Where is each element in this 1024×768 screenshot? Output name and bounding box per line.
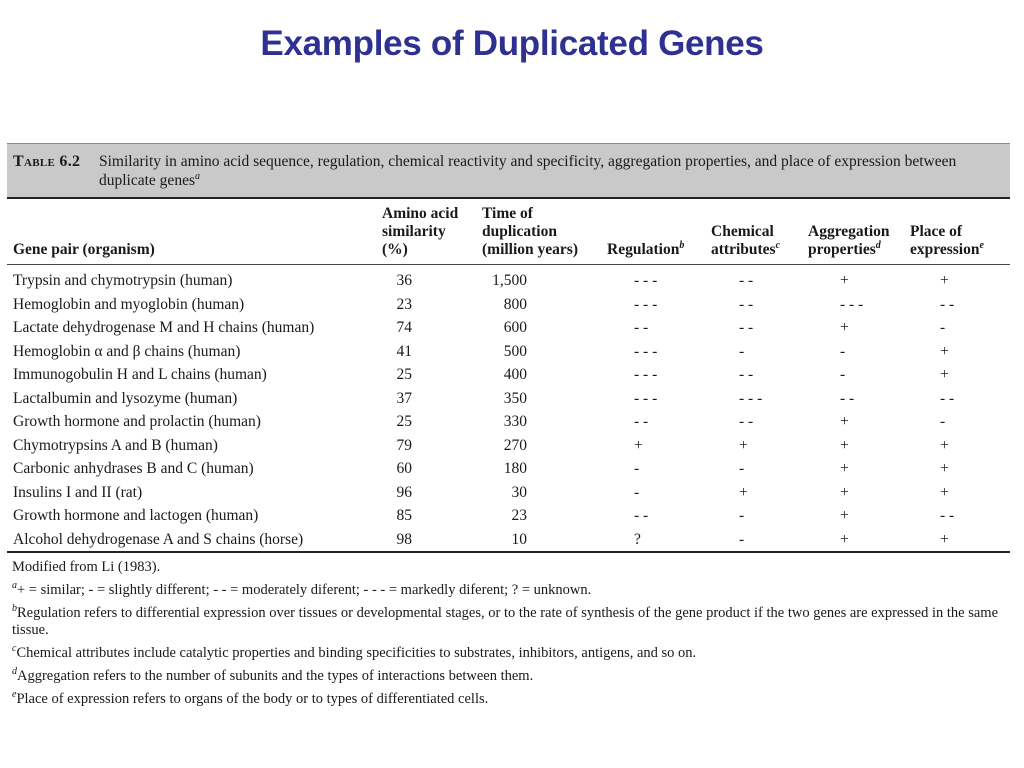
cell-place: - - xyxy=(940,389,955,407)
cell-regulation: - xyxy=(634,460,640,477)
header-row xyxy=(7,199,1010,264)
table-row xyxy=(7,340,1010,364)
cell-gene-pair: Alcohol dehydrogenase A and S chains (horse) xyxy=(13,530,304,548)
footnote-a: $^a$+ = similar; - = slightly different; - - = moderately diferent; - - - = markedly diferent; ? = unknown. xyxy=(12,580,592,598)
cell-chemical: - xyxy=(739,530,745,548)
table-row xyxy=(7,457,1010,481)
cell-chemical: - xyxy=(739,460,745,477)
caption-body: Similarity in amino acid sequence, regulation, chemical reactivity and specificity, aggregation properties, and place of expression between duplicate genes xyxy=(99,153,957,189)
header-time-of-duplication: Time of duplication (million years) xyxy=(482,205,578,258)
footnote-b: $^b$Regulation refers to differential expression over tissues or developmental stages, or to the rate of synthesis of the gene product if the two genes are expressed in the same tissue. xyxy=(12,603,999,638)
table-row xyxy=(7,481,1010,505)
cell-aggregation: - - - xyxy=(840,295,864,313)
footnote-e: $^e$Place of expression refers to organs of the body or to types of differentiated cells. xyxy=(12,689,489,707)
cell-chemical: - - xyxy=(739,272,754,289)
footnote-c: $^c$Chemical attributes include catalytic properties and binding specificities to substrates, inhibitors, antigens, and so on. xyxy=(12,643,697,661)
cell-similarity: 79 xyxy=(396,436,412,454)
cell-similarity: 25 xyxy=(396,366,412,383)
gene-table xyxy=(7,199,1010,551)
cell-time: 330 xyxy=(503,413,527,430)
cell-gene-pair: Insulins I and II (rat) xyxy=(13,483,143,501)
cell-gene-pair: Chymotrypsins A and B (human) xyxy=(13,436,218,454)
table-row xyxy=(7,265,1010,293)
cell-time: 350 xyxy=(503,389,527,407)
table-row xyxy=(7,316,1010,340)
table-body xyxy=(7,265,1010,551)
cell-chemical: + xyxy=(739,483,748,501)
cell-similarity: 74 xyxy=(396,319,412,336)
cell-place: + xyxy=(940,342,949,360)
cell-regulation: - - xyxy=(634,507,649,524)
cell-similarity: 23 xyxy=(396,295,412,313)
table-row xyxy=(7,363,1010,387)
cell-place: + xyxy=(940,272,949,289)
cell-aggregation: + xyxy=(840,530,849,548)
cell-gene-pair: Trypsin and chymotrypsin (human) xyxy=(13,272,233,289)
caption-text xyxy=(99,152,979,190)
cell-place: + xyxy=(940,483,949,501)
header-chemical-attributes: Chemical attributes$^c$ xyxy=(711,223,781,258)
cell-time: 500 xyxy=(503,342,527,360)
cell-gene-pair: Lactate dehydrogenase M and H chains (human) xyxy=(13,319,315,336)
cell-chemical: - - xyxy=(739,295,754,313)
cell-time: 600 xyxy=(503,319,527,336)
cell-similarity: 37 xyxy=(396,389,412,407)
table-row xyxy=(7,528,1010,552)
cell-aggregation: - xyxy=(840,366,846,383)
cell-regulation: - - - xyxy=(634,366,658,383)
cell-gene-pair: Immunogobulin H and L chains (human) xyxy=(13,366,267,383)
cell-time: 30 xyxy=(511,483,527,501)
cell-regulation: - - - xyxy=(634,272,658,289)
cell-aggregation: - - xyxy=(840,389,855,407)
cell-gene-pair: Growth hormone and prolactin (human) xyxy=(13,413,261,430)
cell-aggregation: + xyxy=(840,413,849,430)
table-label: Table 6.2 xyxy=(13,153,81,170)
cell-place: - - xyxy=(940,295,955,313)
cell-gene-pair: Lactalbumin and lysozyme (human) xyxy=(13,389,238,407)
header-regulation: Regulation$^b$ xyxy=(607,239,685,258)
cell-similarity: 60 xyxy=(396,460,412,477)
cell-aggregation: + xyxy=(840,507,849,524)
cell-aggregation: + xyxy=(840,319,849,336)
table-row xyxy=(7,410,1010,434)
cell-time: 400 xyxy=(503,366,527,383)
cell-regulation: + xyxy=(634,436,643,454)
cell-time: 270 xyxy=(503,436,527,454)
cell-regulation: - - xyxy=(634,319,649,336)
cell-similarity: 41 xyxy=(396,342,412,360)
cell-place: + xyxy=(940,436,949,454)
cell-gene-pair: Hemoglobin α and β chains (human) xyxy=(13,342,241,360)
cell-similarity: 25 xyxy=(396,413,412,430)
cell-place: + xyxy=(940,460,949,477)
cell-place: - - xyxy=(940,507,955,524)
table-bottom-rule xyxy=(7,551,1010,553)
cell-regulation: - - xyxy=(634,413,649,430)
cell-aggregation: + xyxy=(840,483,849,501)
cell-regulation: - - - xyxy=(634,389,658,407)
cell-chemical: - xyxy=(739,342,745,360)
cell-aggregation: + xyxy=(840,436,849,454)
cell-chemical: - - xyxy=(739,413,754,430)
cell-gene-pair: Hemoglobin and myoglobin (human) xyxy=(13,295,245,313)
cell-chemical: - - - xyxy=(739,389,763,407)
header-amino-acid-similarity: Amino acid similarity (%) xyxy=(382,205,459,258)
cell-aggregation: + xyxy=(840,460,849,477)
table-caption xyxy=(7,143,1010,197)
cell-aggregation: - xyxy=(840,342,846,360)
cell-time: 1,500 xyxy=(492,272,527,289)
cell-chemical: - - xyxy=(739,319,754,336)
header-gene-pair: Gene pair (organism) xyxy=(13,241,155,258)
slide-title: Examples of Duplicated Genes xyxy=(260,24,764,63)
caption-footnote-mark: a xyxy=(194,170,200,182)
table-row xyxy=(7,293,1010,317)
cell-chemical: + xyxy=(739,436,748,454)
cell-place: - xyxy=(940,319,946,336)
source-note: Modified from Li (1983). xyxy=(12,559,161,575)
cell-aggregation: + xyxy=(840,272,849,289)
cell-place: - xyxy=(940,413,946,430)
cell-gene-pair: Carbonic anhydrases B and C (human) xyxy=(13,460,254,477)
cell-similarity: 85 xyxy=(396,507,412,524)
cell-place: + xyxy=(940,366,949,383)
cell-time: 10 xyxy=(511,530,527,548)
table-notes xyxy=(7,559,1010,708)
cell-chemical: - - xyxy=(739,366,754,383)
header-aggregation-properties: Aggregation properties$^d$ xyxy=(808,223,890,258)
cell-similarity: 36 xyxy=(396,272,412,289)
cell-chemical: - xyxy=(739,507,745,524)
table-figure xyxy=(7,143,1010,714)
cell-regulation: - xyxy=(634,483,640,501)
cell-similarity: 98 xyxy=(396,530,412,548)
cell-time: 23 xyxy=(511,507,527,524)
cell-regulation: - - - xyxy=(634,342,658,360)
cell-place: + xyxy=(940,530,949,548)
cell-regulation: ? xyxy=(634,530,641,548)
cell-regulation: - - - xyxy=(634,295,658,313)
header-place-of-expression: Place of expression$^e$ xyxy=(910,223,984,258)
table-row xyxy=(7,434,1010,458)
table-row xyxy=(7,504,1010,528)
table-row xyxy=(7,387,1010,411)
footnote-d: $^d$Aggregation refers to the number of subunits and the types of interactions between them. xyxy=(12,666,534,684)
cell-time: 800 xyxy=(503,295,527,313)
cell-similarity: 96 xyxy=(396,483,412,501)
cell-time: 180 xyxy=(503,460,527,477)
cell-gene-pair: Growth hormone and lactogen (human) xyxy=(13,507,259,524)
